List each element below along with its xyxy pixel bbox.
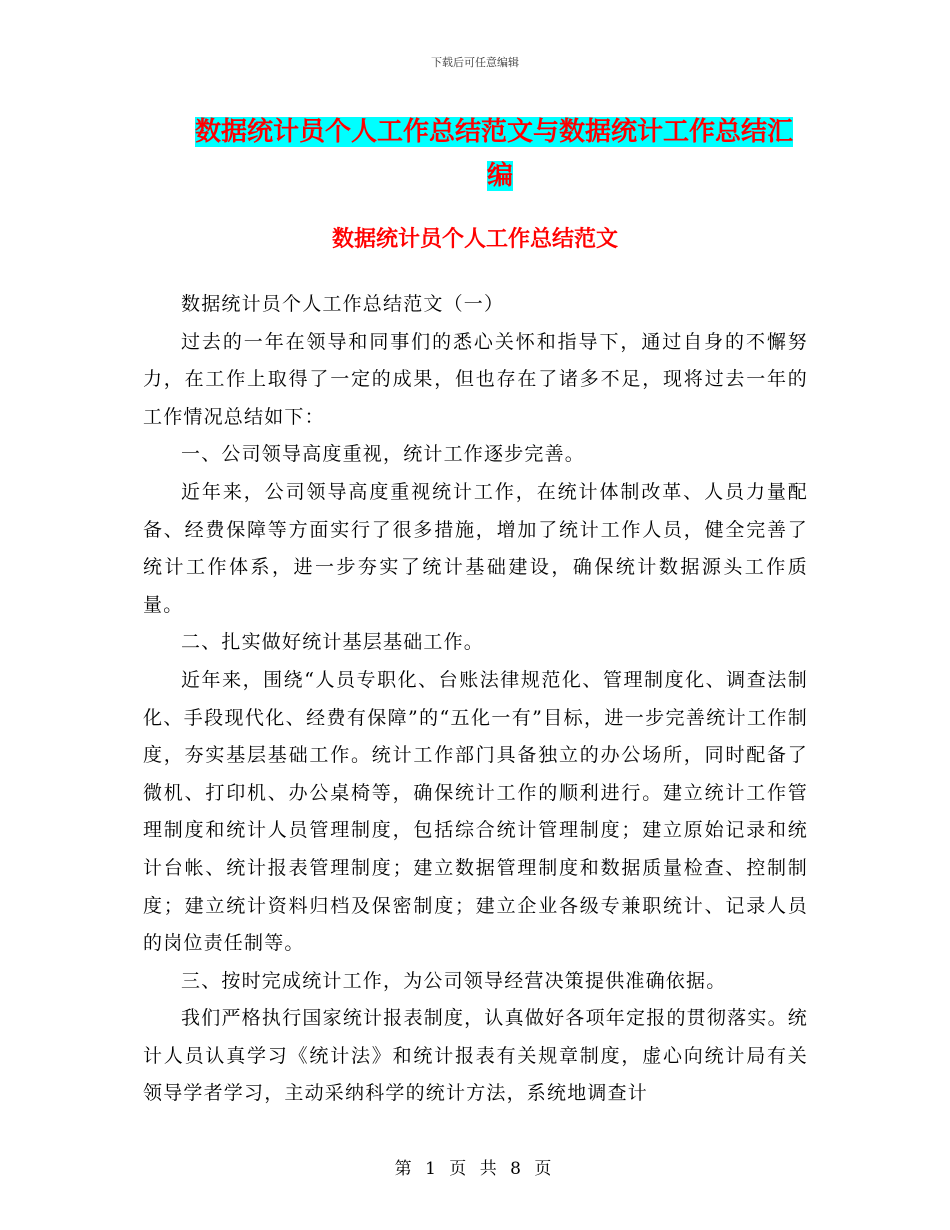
header-note: 下载后可任意编辑	[431, 56, 519, 69]
page-footer: 第 1 页 共 8 页	[394, 1159, 556, 1179]
paragraph: 数据统计员个人工作总结范文（一）	[181, 293, 505, 315]
section-title: 数据统计员个人工作总结范文	[331, 227, 618, 252]
paragraph: 近年来，围绕“人员专职化、台账法律规范化、管理制度化、调查法制化、手段现代化、经费有保障”的“五化一有”目标，进一步完善统计工作制度，夯实基层基础工作。统计工作部门具备独立的办公场所，同时配备了微机、打印机、办公桌椅等，确保统计工作的顺利进行。建立统计工作管理制度和统计人员管理制度，包括综合统计管理制度；建立原始记录和统计台帐、统计报表管理制度；建立数据管理制度和数据质量检查、控制制度；建立统计资料归档及保密制度；建立企业各级专兼职统计、记录人员的岗位责任制等。	[143, 668, 808, 955]
paragraph: 三、按时完成统计工作，为公司领导经营决策提供准确依据。	[181, 969, 727, 992]
paragraph: 近年来，公司领导高度重视统计工作，在统计体制改革、人员力量配备、经费保障等方面实行了很多措施，增加了统计工作人员，健全完善了统计工作体系，进一步夯实了统计基础建设，确保统计数据源头工作质量。	[143, 480, 808, 616]
document-main-title	[195, 110, 805, 198]
paragraph: 一、公司领导高度重视，统计工作逐步完善。	[181, 443, 586, 466]
paragraph: 我们严格执行国家统计报表制度，认真做好各项年定报的贯彻落实。统计人员认真学习《统计法》和统计报表有关规章制度，虚心向统计局有关领导学者学习，主动采纳科学的统计方法，系统地调查计	[143, 1007, 808, 1105]
paragraph: 二、扎实做好统计基层基础工作。	[181, 631, 485, 654]
paragraph: 过去的一年在领导和同事们的悉心关怀和指导下，通过自身的不懈努力，在工作上取得了一定的成果，但也存在了诸多不足，现将过去一年的工作情况总结如下：	[143, 330, 808, 428]
document-body	[143, 286, 808, 1113]
main-title-line-2: 编	[486, 161, 513, 191]
main-title-line-1: 数据统计员个人工作总结范文与数据统计工作总结汇	[195, 117, 794, 147]
